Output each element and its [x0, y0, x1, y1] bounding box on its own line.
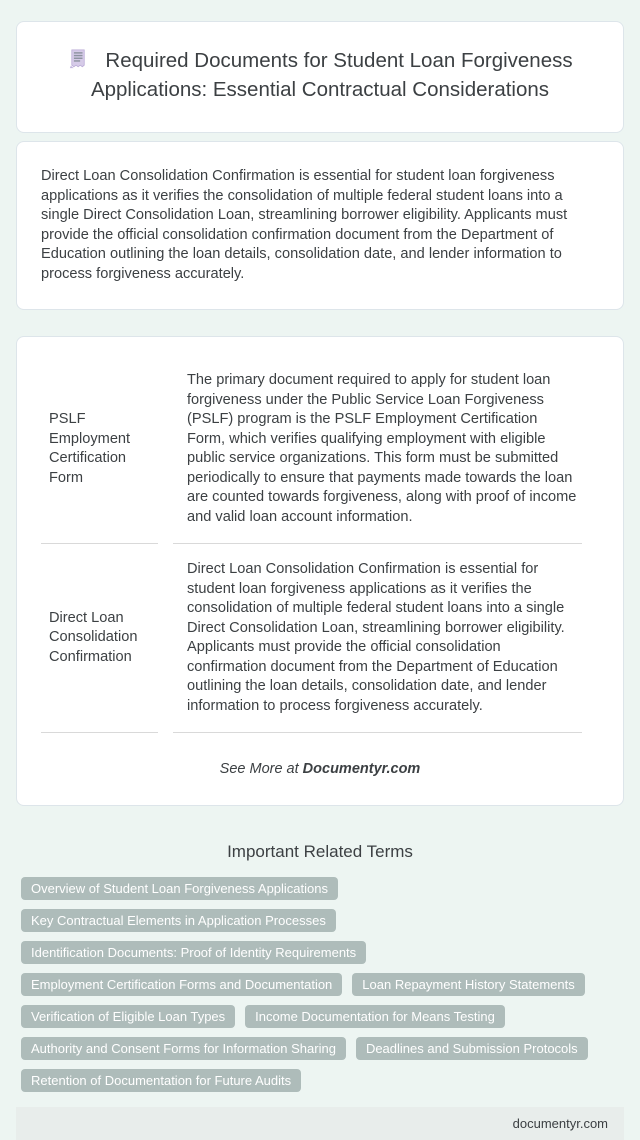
- table-row: [41, 544, 582, 733]
- tag-repayment-history[interactable]: Loan Repayment History Statements: [352, 973, 584, 996]
- see-more-prefix: See More at: [219, 761, 303, 777]
- page-title-text: Required Documents for Student Loan Forgiveness Applications: Essential Contractual Considerations: [90, 49, 573, 101]
- tag-deadlines-protocols[interactable]: Deadlines and Submission Protocols: [356, 1037, 588, 1060]
- tag-overview-applications[interactable]: Overview of Student Loan Forgiveness Applications: [21, 877, 338, 900]
- related-terms-tags: [21, 877, 624, 1092]
- tag-eligible-loan-types[interactable]: Verification of Eligible Loan Types: [21, 1005, 235, 1028]
- table-cell-term: Direct Loan Consolidation Confirmation: [41, 544, 158, 733]
- summary-text: Direct Loan Consolidation Confirmation is essential for student loan forgiveness applications as it verifies the consolidation of multiple federal student loans into a single Direct Consolidation Loan, streamlining borrower eligibility. Applicants must provide the official consolidation confirmation document from the Department of Education outlining the loan details, consolidation date, and lender information to process forgiveness accurately.: [41, 168, 568, 282]
- documents-table: [41, 355, 582, 733]
- tag-identification-documents[interactable]: Identification Documents: Proof of Identity Requirements: [21, 941, 366, 964]
- table-row: [41, 355, 582, 544]
- summary-card: [16, 141, 624, 310]
- see-more-line: [41, 761, 599, 777]
- page-title: [55, 46, 585, 104]
- related-terms-heading: Important Related Terms: [227, 842, 413, 861]
- see-more-brand: Documentyr.com: [302, 761, 421, 777]
- tag-employment-certification[interactable]: Employment Certification Forms and Documentation: [21, 973, 342, 996]
- documents-table-card: [16, 336, 624, 806]
- table-cell-description: The primary document required to apply for student loan forgiveness under the Public Service Loan Forgiveness (PSLF) program is the PSLF Employment Certification Form, which verifies qualifying employment with eligible public service organizations. This form must be submitted periodically to ensure that payments made towards the loan are counted towards forgiveness, along with proof of income and valid loan account information.: [173, 355, 582, 544]
- tag-income-documentation[interactable]: Income Documentation for Means Testing: [245, 1005, 505, 1028]
- header-card: [16, 21, 624, 133]
- table-cell-term: PSLF Employment Certification Form: [41, 355, 158, 544]
- footer-bar: [16, 1107, 624, 1140]
- tag-retention-documentation[interactable]: Retention of Documentation for Future Audits: [21, 1069, 301, 1092]
- tag-contractual-elements[interactable]: Key Contractual Elements in Application Processes: [21, 909, 336, 932]
- receipt-icon: [67, 47, 90, 70]
- table-cell-description: Direct Loan Consolidation Confirmation is essential for student loan forgiveness applications as it verifies the consolidation of multiple federal student loans into a single Direct Consolidation Loan, streamlining borrower eligibility. Applicants must provide the official consolidation confirmation document from the Department of Education outlining the loan details, consolidation date, and lender information to process forgiveness accurately.: [173, 544, 582, 733]
- footer-site-label: documentyr.com: [512, 1116, 608, 1131]
- tag-authority-consent-forms[interactable]: Authority and Consent Forms for Information Sharing: [21, 1037, 346, 1060]
